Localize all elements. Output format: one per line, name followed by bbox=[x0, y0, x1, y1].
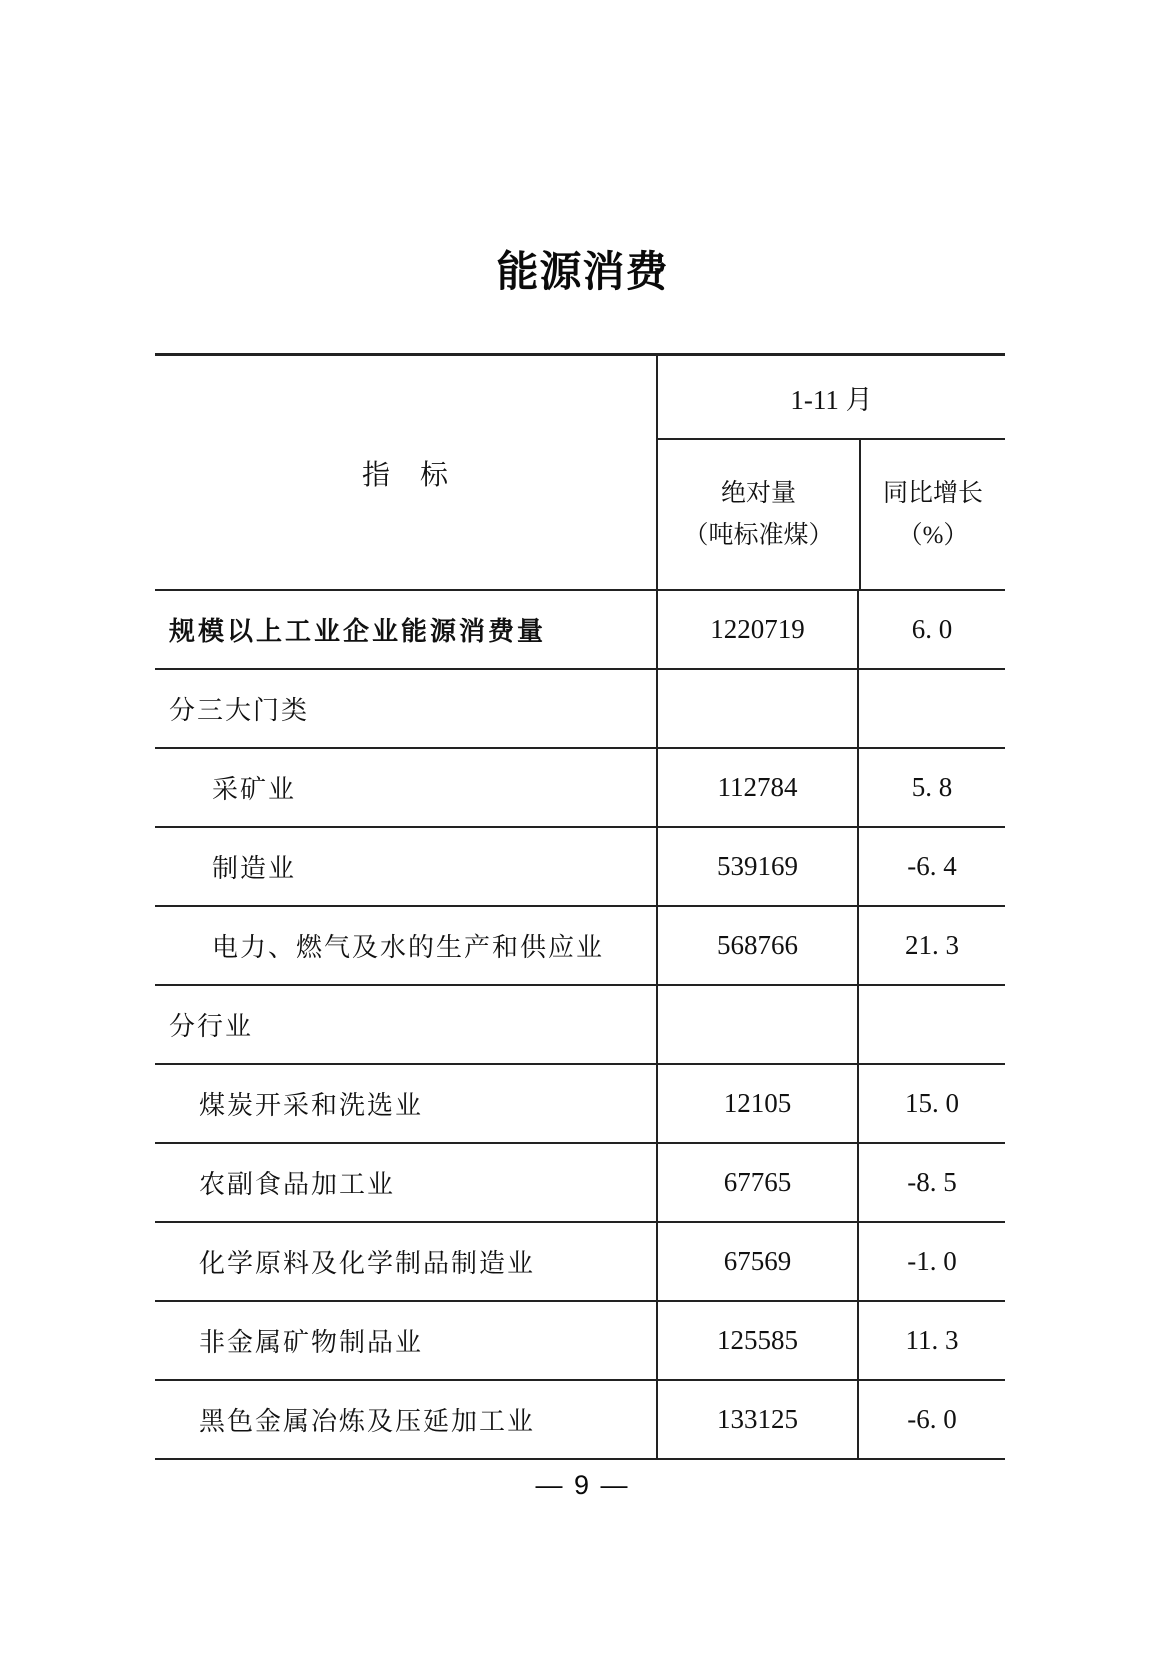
indicator-cell: 煤炭开采和洗选业 bbox=[199, 1091, 424, 1120]
growth-value-cell: -6. 4 bbox=[857, 828, 1005, 905]
header-growth-line2: （%） bbox=[897, 521, 969, 549]
indicator-cell: 黑色金属冶炼及压延加工业 bbox=[199, 1407, 536, 1436]
absolute-value-cell: 67765 bbox=[656, 1144, 857, 1221]
header-subcolumns bbox=[658, 440, 1005, 589]
absolute-value-cell bbox=[656, 670, 857, 747]
growth-value-cell: -6. 0 bbox=[857, 1381, 1005, 1458]
table-row bbox=[155, 1302, 1005, 1381]
header-absolute-line2: （吨标准煤） bbox=[683, 521, 834, 549]
table-row bbox=[155, 828, 1005, 907]
header-growth-line1: 同比增长 bbox=[882, 479, 983, 507]
growth-value-cell: 5. 8 bbox=[857, 749, 1005, 826]
header-indicator-label: 指 标 bbox=[361, 459, 449, 491]
absolute-value-cell: 125585 bbox=[656, 1302, 857, 1379]
indicator-cell: 化学原料及化学制品制造业 bbox=[199, 1249, 536, 1278]
table-row bbox=[155, 749, 1005, 828]
header-absolute-line1: 绝对量 bbox=[720, 479, 796, 507]
table-row bbox=[155, 670, 1005, 749]
indicator-cell: 电力、燃气及水的生产和供应业 bbox=[212, 933, 605, 962]
header-growth-column bbox=[859, 440, 1005, 589]
table-header bbox=[155, 356, 1005, 591]
indicator-cell: 分三大门类 bbox=[169, 696, 310, 725]
table-row bbox=[155, 1223, 1005, 1302]
indicator-cell: 非金属矿物制品业 bbox=[199, 1328, 424, 1357]
absolute-value-cell: 539169 bbox=[656, 828, 857, 905]
header-absolute-column bbox=[658, 440, 859, 589]
header-period-label: 1-11 月 bbox=[658, 356, 1005, 440]
page-title: 能源消费 bbox=[496, 248, 669, 295]
growth-value-cell: 11. 3 bbox=[857, 1302, 1005, 1379]
growth-value-cell: -1. 0 bbox=[857, 1223, 1005, 1300]
table-row bbox=[155, 986, 1005, 1065]
table-row bbox=[155, 1144, 1005, 1223]
indicator-cell: 农副食品加工业 bbox=[199, 1170, 396, 1199]
absolute-value-cell: 568766 bbox=[656, 907, 857, 984]
growth-value-cell bbox=[857, 670, 1005, 747]
page-number: — 9 — bbox=[535, 1470, 630, 1500]
absolute-value-cell bbox=[656, 986, 857, 1063]
growth-value-cell bbox=[857, 986, 1005, 1063]
indicator-cell: 采矿业 bbox=[212, 775, 297, 804]
growth-value-cell: 6. 0 bbox=[857, 591, 1005, 668]
indicator-cell: 制造业 bbox=[212, 854, 297, 883]
table-row bbox=[155, 1381, 1005, 1460]
absolute-value-cell: 67569 bbox=[656, 1223, 857, 1300]
header-period-group bbox=[656, 356, 1005, 589]
table-row bbox=[155, 907, 1005, 986]
absolute-value-cell: 112784 bbox=[656, 749, 857, 826]
absolute-value-cell: 12105 bbox=[656, 1065, 857, 1142]
energy-consumption-table bbox=[155, 353, 1005, 1460]
table-row bbox=[155, 591, 1005, 670]
growth-value-cell: 21. 3 bbox=[857, 907, 1005, 984]
growth-value-cell: 15. 0 bbox=[857, 1065, 1005, 1142]
growth-value-cell: -8. 5 bbox=[857, 1144, 1005, 1221]
indicator-cell: 规模以上工业企业能源消费量 bbox=[169, 617, 547, 646]
absolute-value-cell: 133125 bbox=[656, 1381, 857, 1458]
table-row bbox=[155, 1065, 1005, 1144]
absolute-value-cell: 1220719 bbox=[656, 591, 857, 668]
indicator-cell: 分行业 bbox=[169, 1012, 254, 1041]
